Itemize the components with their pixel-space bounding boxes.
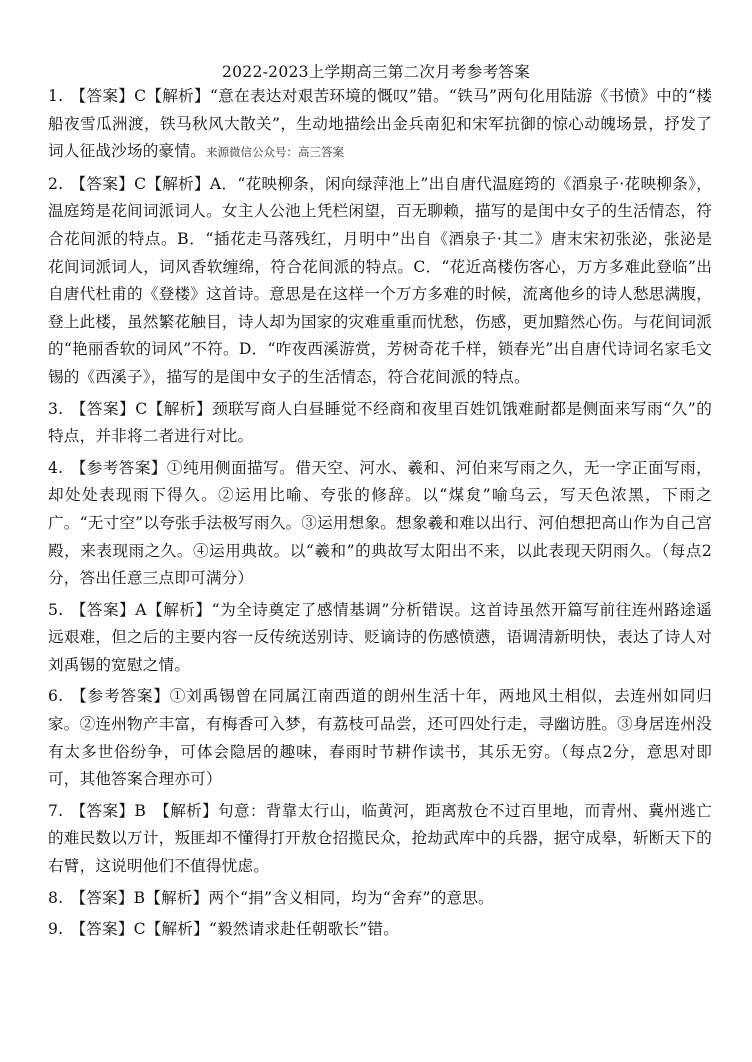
source-note: 来源微信公众号：高三答案 bbox=[205, 145, 344, 160]
answer-item-7 bbox=[48, 798, 712, 881]
item-text: 【答案】C【解析】A．“花映柳条，闲向绿萍池上”出自唐代温庭筠的《酒泉子·花映柳条》，温庭筠是花间词派词人。女主人公池上凭栏闲望，百无聊赖，描写的是闺中女子的生活情态，符合花间派的特点。B．“插花走马落残红，月明中”出自《酒泉子·其二》唐末宋初张泌，张泌是花间词派词人，词风香软缠绵，符合花间派的特点。C．“花近高楼伤客心，万方多难此登临”出自唐代杜甫的《登楼》这首诗。意思是在这样一个万方多难的时候，流离他乡的诗人愁思满腹，登上此楼，虽然繁花触目，诗人却为国家的灾难重重而忧愁，伤感，更加黯然心伤。与花间词派的“艳丽香软的词风”不符。D．“咋夜西溪游赏，芳树奇花千样，锁春光”出自唐代诗词名家毛文锡的《西溪子》，描写的是闺中女子的生活情态，符合花间派的特点。 bbox=[48, 174, 712, 386]
item-number: 1. bbox=[48, 87, 64, 105]
item-number: 8. bbox=[48, 888, 64, 907]
answer-item-6 bbox=[48, 683, 712, 793]
item-text: 【参考答案】①纯用侧面描写。借天空、河水、羲和、河伯来写雨之久，无一字正面写雨，却处处表现雨下得久。②运用比喻、夸张的修辞。以“煤炱”喻乌云，写天色浓黑，下雨之广。“无寸空”以夸张手法极写雨久。③运用想象。想象羲和难以出行、河伯想把高山作为自己宫殿，来表现雨之久。④运用典故。以“羲和”的典故写太阳出不来，以此表现天阴雨久。（每点2分，答出任意三点即可满分） bbox=[48, 458, 712, 588]
item-text: 【答案】B 【解析】句意：背靠太行山，临黄河，距离敖仓不过百里地，而青州、冀州逃亡的难民数以万计，叛匪却不懂得打开敖仓招揽民众，抢劫武库中的兵器，据守成皋，斩断天下的右臂，这说明他们不值得忧虑。 bbox=[48, 801, 712, 876]
answer-item-5 bbox=[48, 597, 712, 680]
item-number: 7. bbox=[48, 801, 64, 820]
item-text: 【答案】A【解析】“为全诗奠定了感情基调”分析错误。这首诗虽然开篇写前往连州路途遥远艰难，但之后的主要内容一反传统送别诗、贬谪诗的伤感愤懑，语调清新明快，表达了诗人对刘禹锡的宽慰之情。 bbox=[48, 600, 712, 674]
item-number: 5. bbox=[48, 600, 64, 619]
item-text: 【答案】B【解析】两个“捐”含义相同，均为“舍弃”的意思。 bbox=[70, 888, 494, 907]
item-text: 【答案】C【解析】“毅然请求赴任朝歌长”错。 bbox=[70, 920, 400, 939]
page-title: 2022-2023上学期高三第二次月考参考答案 bbox=[221, 63, 531, 81]
answer-item-3 bbox=[48, 396, 712, 451]
answer-item-1 bbox=[48, 83, 712, 167]
item-text: 【答案】C【解析】颈联写商人白昼睡觉不经商和夜里百姓饥饿难耐都是侧面来写雨“久”的特点，并非将二者进行对比。 bbox=[48, 399, 712, 446]
item-text: 【答案】C【解析】“意在表达对艰苦环境的慨叹”错。“铁马”两句化用陆游《书愤》中的“楼船夜雪瓜洲渡，铁马秋风大散关”，生动地描绘出金兵南犯和宋军抗御的惊心动魄场景，抒发了词人征战沙场的豪情。 bbox=[48, 87, 712, 161]
answer-item-9 bbox=[48, 916, 712, 944]
answer-item-4 bbox=[48, 455, 712, 593]
answer-item-2 bbox=[48, 171, 712, 392]
item-number: 6. bbox=[48, 687, 64, 706]
item-number: 9. bbox=[48, 920, 64, 939]
item-number: 4. bbox=[48, 458, 64, 477]
item-text: 【参考答案】①刘禹锡曾在同属江南西道的朗州生活十年，两地风土相似，去连州如同归家。②连州物产丰富，有梅香可入梦，有荔枝可品尝，还可四处行走，寻幽访胜。③身居连州没有太多世俗纷争，可体会隐居的趣味，春雨时节耕作读书，其乐无穷。（每点2分，意思对即可，其他答案合理亦可） bbox=[48, 687, 712, 789]
item-number: 3. bbox=[48, 399, 64, 418]
answer-item-8 bbox=[48, 885, 712, 913]
item-number: 2. bbox=[48, 174, 64, 193]
answer-list bbox=[48, 83, 712, 948]
